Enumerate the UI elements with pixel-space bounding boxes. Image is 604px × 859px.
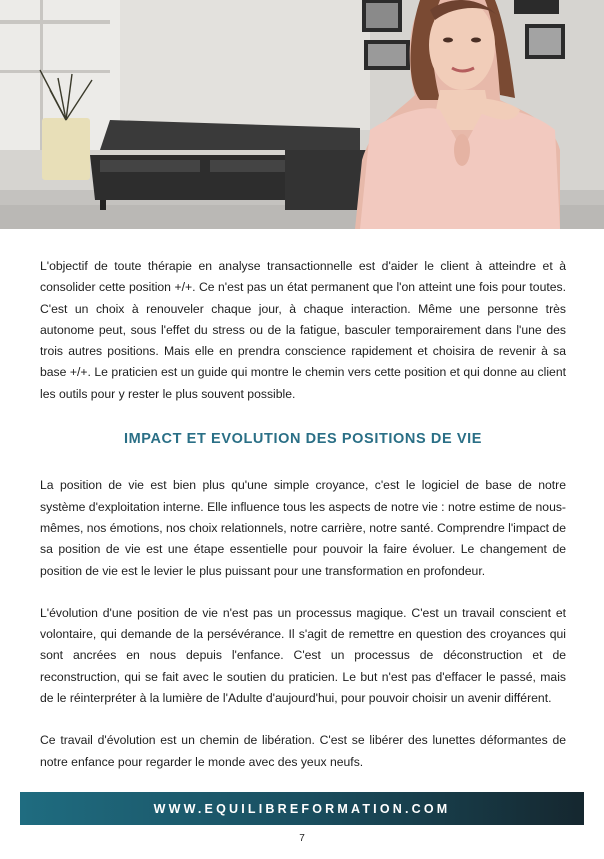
page-number: 7 — [299, 833, 305, 844]
hero-illustration — [0, 0, 604, 229]
footer-banner — [20, 792, 584, 825]
hero-photo — [0, 0, 604, 229]
body-text — [40, 256, 566, 794]
footer-website-link[interactable]: WWW.EQUILIBREFORMATION.COM — [153, 801, 451, 816]
section-heading: IMPACT ET EVOLUTION DES POSITIONS DE VIE — [123, 431, 483, 448]
paragraph-evolution: L'évolution d'une position de vie n'est pas un processus magique. C'est un travail conscient et volontaire, qui demande de la persévérance. Il s'agit de remettre en question des croyances qui sont ancrées en nous depuis l'enfance. C'est un processus de déconstruction et de reconstruction, qui se fait avec le soutien du praticien. Le but n'est pas d'effacer le passé, mais de le réinterpréter à la lumière de l'Adulte d'aujourd'hui, pour pouvoir choisir un avenir différent. — [40, 605, 566, 706]
paragraph-intro: L'objectif de toute thérapie en analyse transactionnelle est d'aider le client à atteindre et à consolider cette position +/+. Ce n'est pas un état permanent que l'on atteint une fois pour toutes. C'est un choix à renouveler chaque jour, à chaque interaction. Même une personne très autonome peut, sous l'effet du stress ou de la fatigue, basculer temporairement dans l'une des trois autres positions. Mais elle en prendra conscience rapidement et choisira de revenir à sa base +/+. Le praticien est un guide qui montre le chemin vers cette position et qui donne au client les outils pour y rester le plus souvent possible. — [40, 259, 566, 401]
paragraph-impact: La position de vie est bien plus qu'une simple croyance, c'est le logiciel de base de notre système d'exploitation interne. Elle influence tous les aspects de notre vie : notre estime de nous-mêmes, nos émotions, nos choix relationnels, notre carrière, notre santé. Comprendre l'impact de sa position de vie est une étape essentielle pour pouvoir la faire évoluer. Le changement de position de vie est le levier le plus puissant pour une transformation en profondeur. — [40, 478, 566, 578]
paragraph-liberation: Ce travail d'évolution est un chemin de libération. C'est se libérer des lunettes déformantes de notre enfance pour regarder le monde avec des yeux neufs. — [40, 733, 566, 769]
